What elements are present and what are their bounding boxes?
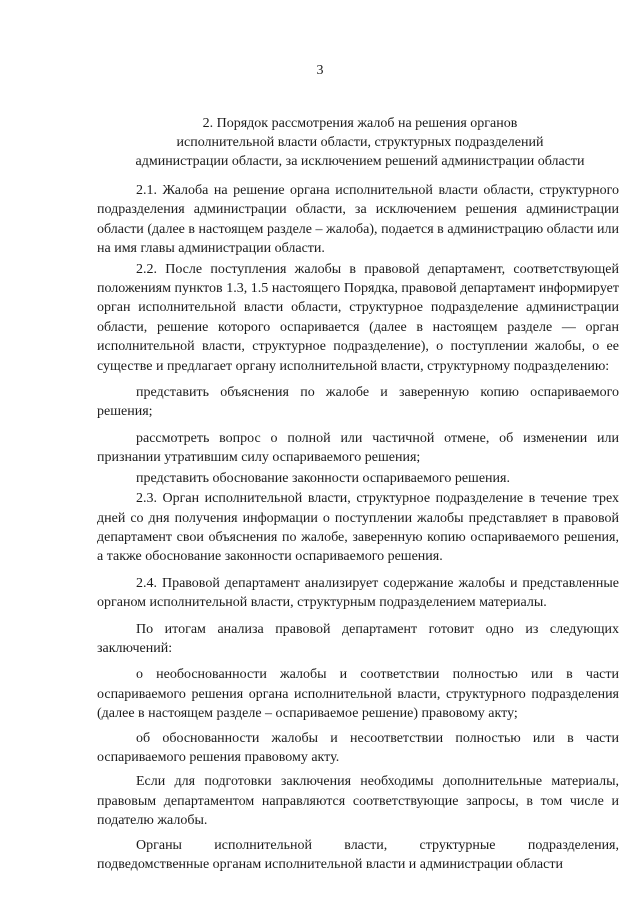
paragraph-2-1: 2.1. Жалоба на решение органа исполнительной власти области, структурного подразделения администрации области, за исключением решения администрации области (далее в настоящем разделе – жалоба), подается в администрацию области или на имя главы администрации области. bbox=[97, 183, 619, 257]
heading-line-3: администрации области, за исключением решений администрации области bbox=[135, 154, 585, 169]
paragraph-subordinate-bodies: Органы исполнительной власти, структурные подразделения, подведомственные органам исполнительной власти и администрации области bbox=[97, 837, 619, 872]
list-item-explanations: представить объяснения по жалобе и заверенную копию оспариваемого решения; bbox=[97, 385, 619, 420]
heading-line-2: исполнительной власти области, структурных подразделений bbox=[176, 135, 544, 150]
heading-line-1: 2. Порядок рассмотрения жалоб на решения органов bbox=[202, 116, 518, 131]
paragraph-analysis-results: По итогам анализа правовой департамент готовит одно из следующих заключений: bbox=[97, 621, 619, 656]
list-item-unfounded: о необоснованности жалобы и соответствии полностью или в части оспариваемого решения органа исполнительной власти, структурного подразделения (далее в настоящем разделе – оспариваемое решение) правовому акту; bbox=[97, 667, 619, 722]
document-body bbox=[97, 181, 619, 874]
page-number: 3 bbox=[316, 63, 324, 78]
list-item-revocation: рассмотреть вопрос о полной или частичной отмене, об изменении или признании утратившим силу оспариваемого решения; bbox=[97, 430, 619, 466]
paragraph-2-3: 2.3. Орган исполнительной власти, структурное подразделение в течение трех дней со дня получения информации о поступлении жалобы представляет в правовой департамент свои объяснения по жалобе, заверенную копию оспариваемого решения, а также обоснование законности оспариваемого решения. bbox=[97, 491, 619, 565]
list-item-founded: об обоснованности жалобы и несоответствии полностью или в части оспариваемого решения правовому акту. bbox=[97, 730, 619, 765]
paragraph-2-4: 2.4. Правовой департамент анализирует содержание жалобы и представленные органом исполнительной власти, структурным подразделением материалы. bbox=[97, 575, 619, 611]
list-item-justification: представить обоснование законности оспариваемого решения. bbox=[136, 470, 510, 486]
paragraph-additional-materials: Если для подготовки заключения необходимы дополнительные материалы, правовым департаментом направляются соответствующие запросы, в том числе и подателю жалобы. bbox=[97, 774, 619, 829]
paragraph-2-2: 2.2. После поступления жалобы в правовой департамент, соответствующей положениям пунктов 1.3, 1.5 настоящего Порядка, правовой департамент информирует орган исполнительной власти области, структурное подразделение администрации области, решение которого оспаривается (далее в настоящем разделе — орган исполнительной власти, структурное подразделение), о поступлении жалобы, о ее существе и предлагает органу исполнительной власти, структурному подразделению: bbox=[97, 261, 619, 374]
section-heading bbox=[80, 114, 640, 171]
